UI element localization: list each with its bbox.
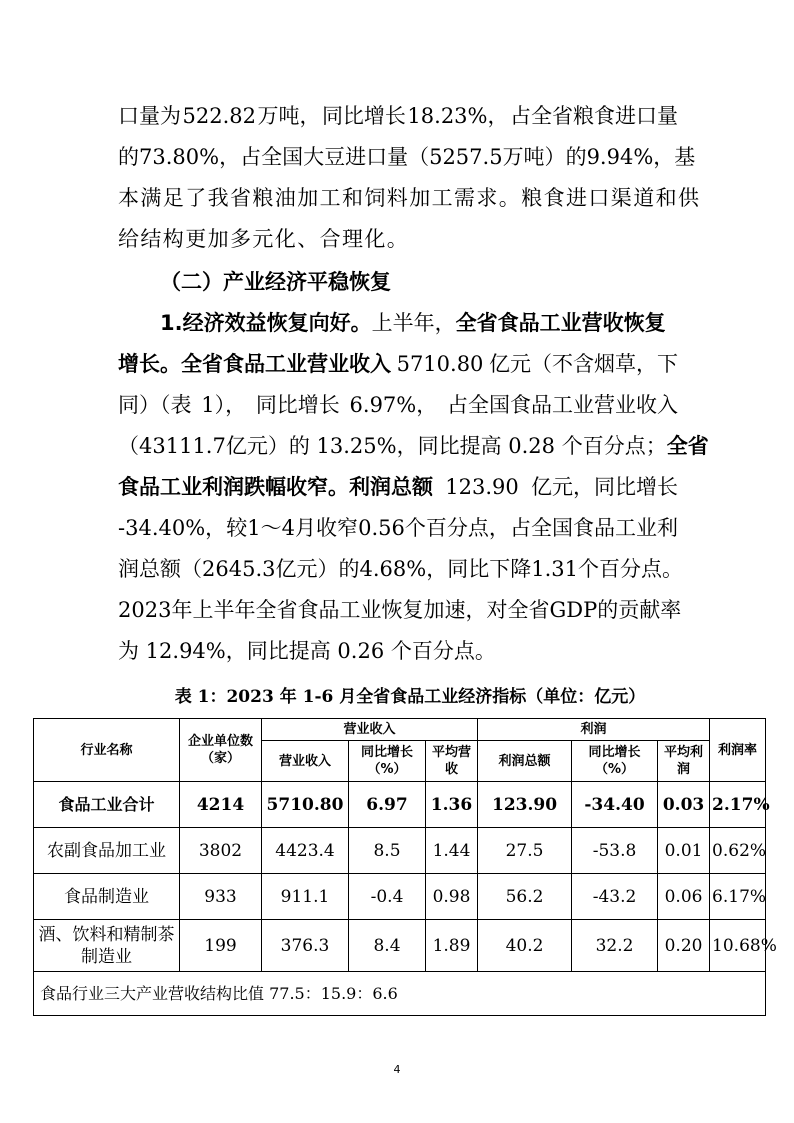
text: 占全国食品工业利 <box>509 516 678 540</box>
cell: 0.62% <box>710 828 766 874</box>
text: 9.94%， <box>586 145 675 169</box>
cell: 8.5 <box>349 828 426 874</box>
text: 亿元（不含烟草，下 <box>489 352 678 376</box>
header-profit-total: 利润总额 <box>478 741 572 782</box>
bold-text: 1.经济效益恢复向好。 <box>160 311 372 335</box>
cell: 376.3 <box>262 920 349 972</box>
cell: -43.2 <box>572 874 658 920</box>
paragraph2-line6 <box>118 508 678 548</box>
cell: 4214 <box>180 782 262 828</box>
cell: 0.98 <box>426 874 478 920</box>
text: 1～4 <box>247 516 295 540</box>
text: 较 <box>226 516 248 540</box>
header-avg-profit: 平均利润 <box>658 741 710 782</box>
cell: 农副食品加工业 <box>34 828 180 874</box>
text: 上半年， <box>371 311 456 335</box>
text: 同比增长 <box>321 104 406 128</box>
bold-text: 食品工业利润跌幅收窄。利润总额 <box>118 475 433 499</box>
header-profit-growth: 同比增长（%） <box>572 741 658 782</box>
text: 占全国大豆进口量（ <box>240 145 430 169</box>
paragraph2-line4 <box>118 426 709 466</box>
cell: 酒、饮料和精制茶制造业 <box>34 920 180 972</box>
text: 5257.5 <box>429 145 503 169</box>
text: 个百分点， <box>404 516 510 540</box>
cell: 食品工业合计 <box>34 782 180 828</box>
cell: 3802 <box>180 828 262 874</box>
bold-text: 全省 <box>666 434 709 458</box>
text: 6.97%， <box>349 393 438 417</box>
cell: 2.17% <box>710 782 766 828</box>
cell: 0.01 <box>658 828 710 874</box>
paragraph2-line7 <box>118 549 683 589</box>
header-revenue-group: 营业收入 <box>262 719 478 741</box>
paragraph2-line5 <box>118 467 678 507</box>
table-row <box>34 782 766 828</box>
text: 1.31 <box>531 557 578 581</box>
text: 个百分点。 <box>577 557 683 581</box>
text: 月收窄 <box>295 516 359 540</box>
text: 123.90 <box>445 475 519 499</box>
text: 2023 <box>118 598 172 622</box>
text: GDP <box>549 598 598 622</box>
cell: 4423.4 <box>262 828 349 874</box>
text: 占全国食品工业营业收入 <box>446 393 678 417</box>
text: 占全省粮食进口量 <box>509 104 678 128</box>
table-note: 食品行业三大产业营收结构比值 77.5：15.9：6.6 <box>34 972 766 1016</box>
text: 万吨） <box>502 145 566 169</box>
text: 基 <box>674 145 696 169</box>
cell: -53.8 <box>572 828 658 874</box>
header-revenue: 营业收入 <box>262 741 349 782</box>
text: 本满足了我省粮油加工和饲料加工需求。粮食进口渠道和供 <box>118 186 701 210</box>
cell: 1.89 <box>426 920 478 972</box>
cell: 1.44 <box>426 828 478 874</box>
cell: 10.68% <box>710 920 766 972</box>
cell: 0.06 <box>658 874 710 920</box>
text: 0.56 <box>358 516 405 540</box>
header-industry: 行业名称 <box>34 719 180 782</box>
cell: 32.2 <box>572 920 658 972</box>
text: 为 12.94%，同比提高 0.26 个百分点。 <box>118 639 496 663</box>
text: 73.80%， <box>139 145 241 169</box>
text: 亿元，同比增长 <box>530 475 678 499</box>
bold-text: 全省食品工业营收恢复 <box>455 311 666 335</box>
header-revenue-growth: 同比增长（%） <box>349 741 426 782</box>
table-row <box>34 920 766 972</box>
page-number: 4 <box>393 1063 401 1076</box>
cell: 0.20 <box>658 920 710 972</box>
text: 万吨， <box>257 104 321 128</box>
text: 同）（表 <box>118 393 192 417</box>
text: 的 <box>565 145 587 169</box>
section-heading: （二）产业经济平稳恢复 <box>160 270 391 294</box>
header-profit-group: 利润 <box>478 719 710 741</box>
text: 的贡献率 <box>597 598 682 622</box>
text: （43111.7亿元）的 13.25%，同比提高 0.28 个百分点； <box>118 434 667 458</box>
paragraph2-line3 <box>118 385 678 425</box>
table-caption: 表 1：2023 年 1-6 月全省食品工业经济指标（单位：亿元） <box>174 687 646 707</box>
cell: -34.40 <box>572 782 658 828</box>
paragraph2-line1 <box>160 303 678 343</box>
bold-text: 增长。全省食品工业营业收入 <box>118 352 391 376</box>
text: 同比下降 <box>447 557 532 581</box>
text: 给结构更加多元化、合理化。 <box>118 227 410 251</box>
economic-indicators-table <box>33 718 777 1016</box>
paragraph1-line4 <box>118 219 678 259</box>
cell: 123.90 <box>478 782 572 828</box>
text: 522.82 <box>182 104 256 128</box>
text: -34.40%， <box>118 516 227 540</box>
cell: 933 <box>180 874 262 920</box>
text: 口量为 <box>118 104 181 128</box>
text: 4.68%， <box>359 557 448 581</box>
cell: 0.03 <box>658 782 710 828</box>
cell: 199 <box>180 920 262 972</box>
cell: 6.97 <box>349 782 426 828</box>
cell: 27.5 <box>478 828 572 874</box>
paragraph1-line1 <box>118 96 678 136</box>
paragraph2-line2 <box>118 344 678 384</box>
cell: -0.4 <box>349 874 426 920</box>
text: 年上半年全省食品工业恢复加速， <box>171 598 487 622</box>
cell: 1.36 <box>426 782 478 828</box>
text: 的 <box>118 145 139 169</box>
table-row <box>34 874 766 920</box>
cell: 56.2 <box>478 874 572 920</box>
text: 18.23%， <box>407 104 509 128</box>
header-margin: 利润率 <box>710 719 766 782</box>
cell: 911.1 <box>262 874 349 920</box>
cell: 食品制造业 <box>34 874 180 920</box>
cell: 8.4 <box>349 920 426 972</box>
cell: 40.2 <box>478 920 572 972</box>
header-companies: 企业单位数（家） <box>180 719 262 782</box>
paragraph2-line8 <box>118 590 682 630</box>
text: 对全省 <box>486 598 550 622</box>
text: 润总额（2645.3 <box>118 557 276 581</box>
table-row <box>34 828 766 874</box>
text: 的 <box>338 557 360 581</box>
header-avg-revenue: 平均营收 <box>426 741 478 782</box>
table-note-row <box>34 972 766 1016</box>
paragraph2-line9 <box>118 631 678 671</box>
text: 5710.80 <box>396 352 484 376</box>
text: 亿元） <box>275 557 339 581</box>
paragraph1-line2 <box>118 137 696 177</box>
paragraph1-line3 <box>118 178 701 218</box>
text: 同比增长 <box>255 393 340 417</box>
cell: 5710.80 <box>262 782 349 828</box>
cell: 6.17% <box>710 874 766 920</box>
text: 1）， <box>201 393 247 417</box>
